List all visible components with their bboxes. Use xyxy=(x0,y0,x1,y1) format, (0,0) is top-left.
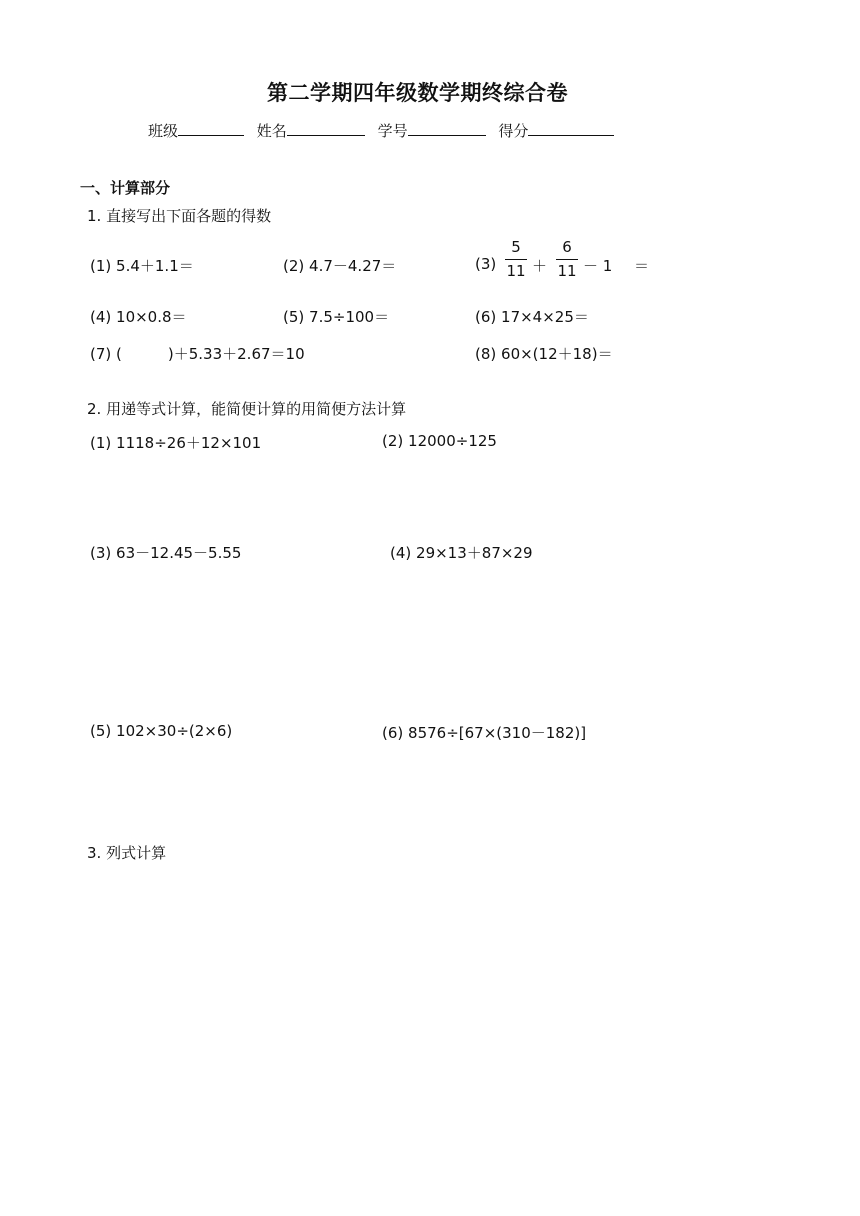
section-heading: 一、计算部分 xyxy=(80,179,171,197)
problem-expression: 12000÷125 xyxy=(408,432,497,450)
problem-number: (6) xyxy=(382,724,404,742)
fraction-bar xyxy=(505,259,527,260)
problem-number: (7) xyxy=(90,345,112,363)
problem-number: (1) xyxy=(90,257,112,275)
score-blank[interactable] xyxy=(528,121,614,136)
problem-expression: 1118÷26＋12×101 xyxy=(116,434,262,452)
fraction-denominator: 11 xyxy=(557,262,577,280)
problem-expression: )＋5.33＋2.67＝10 xyxy=(167,345,305,363)
problem-expression: 29×13＋87×29 xyxy=(416,544,533,562)
fraction-6-11 xyxy=(556,237,578,281)
name-blank[interactable] xyxy=(287,121,365,136)
problem-number: (4) xyxy=(390,544,412,562)
question-1-heading: 1. 直接写出下面各题的得数 xyxy=(87,207,272,225)
problem-expression: 60×(12＋18)＝ xyxy=(501,345,613,363)
class-blank[interactable] xyxy=(178,121,244,136)
fraction-bar xyxy=(556,259,578,260)
problem-number: (5) xyxy=(283,308,305,326)
student-id-label: 学号 xyxy=(377,122,408,140)
fraction-numerator: 6 xyxy=(562,238,572,256)
problem-1-2 xyxy=(283,255,396,276)
problem-1-6 xyxy=(475,306,589,327)
fraction-5-11 xyxy=(505,237,527,281)
open-paren: ( xyxy=(116,345,122,363)
problem-expression: 17×4×25＝ xyxy=(501,308,589,326)
problem-1-1 xyxy=(90,255,194,276)
problem-number: (3) xyxy=(475,255,497,273)
student-info-line xyxy=(148,120,622,141)
question-2-heading: 2. 用递等式计算，能简便计算的用简便方法计算 xyxy=(87,400,407,418)
problem-number: (1) xyxy=(90,434,112,452)
problem-2-3 xyxy=(90,542,241,563)
score-label: 得分 xyxy=(498,122,529,140)
class-label: 班级 xyxy=(148,122,179,140)
fraction-numerator: 5 xyxy=(511,238,521,256)
problem-number: (3) xyxy=(90,544,112,562)
problem-1-4 xyxy=(90,306,187,327)
student-id-blank[interactable] xyxy=(408,121,486,136)
problem-2-4 xyxy=(390,542,533,563)
problem-expression: 7.5÷100＝ xyxy=(309,308,390,326)
problem-expression: 4.7－4.27＝ xyxy=(309,257,397,275)
problem-2-2 xyxy=(382,432,497,450)
problem-number: (8) xyxy=(475,345,497,363)
minus-one: － 1 xyxy=(583,257,613,275)
problem-number: (6) xyxy=(475,308,497,326)
problem-number: (4) xyxy=(90,308,112,326)
problem-2-5 xyxy=(90,722,232,740)
page-title: 第二学期四年级数学期终综合卷 xyxy=(267,81,568,105)
problem-expression: 102×30÷(2×6) xyxy=(116,722,233,740)
problem-2-1 xyxy=(90,432,261,453)
problem-2-6 xyxy=(382,722,586,743)
problem-expression: 8576÷[67×(310－182)] xyxy=(408,724,587,742)
problem-expression: 5.4＋1.1＝ xyxy=(116,257,194,275)
problem-1-7 xyxy=(90,343,305,364)
problem-number: (5) xyxy=(90,722,112,740)
name-label: 姓名 xyxy=(256,122,287,140)
question-3-heading: 3. 列式计算 xyxy=(87,844,167,862)
problem-number: (2) xyxy=(283,257,305,275)
problem-expression: 63－12.45－5.55 xyxy=(116,544,242,562)
fraction-denominator: 11 xyxy=(506,262,526,280)
problem-number: (2) xyxy=(382,432,404,450)
equals-sign: ＝ xyxy=(634,257,650,275)
problem-1-5 xyxy=(283,306,389,327)
problem-1-8 xyxy=(475,343,613,364)
problem-expression: 10×0.8＝ xyxy=(116,308,187,326)
plus-sign: ＋ xyxy=(532,257,548,275)
